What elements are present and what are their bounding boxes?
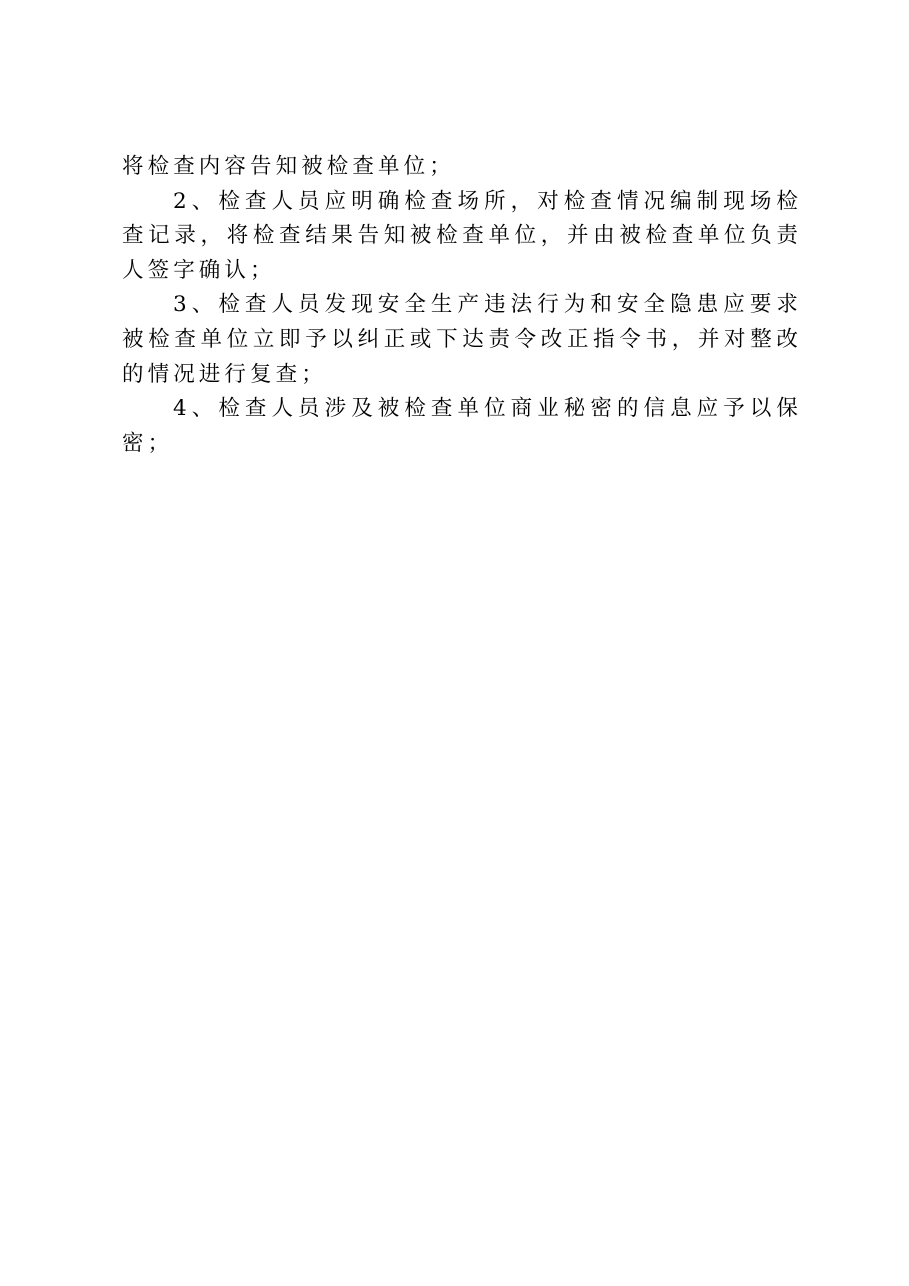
paragraph-item-2: 2、检查人员应明确检查场所，对检查情况编制现场检查记录，将检查结果告知被检查单位，并由被检查单位负责人签字确认；: [122, 188, 802, 283]
paragraph-continuation: 将检查内容告知被检查单位；: [122, 154, 455, 179]
document-body: [122, 150, 802, 461]
paragraph-item-4: 4、检查人员涉及被检查单位商业秘密的信息应予以保密；: [122, 396, 802, 456]
paragraph-item-3: 3、检查人员发现安全生产违法行为和安全隐患应要求被检查单位立即予以纠正或下达责令改正指令书，并对整改的情况进行复查；: [122, 292, 802, 387]
